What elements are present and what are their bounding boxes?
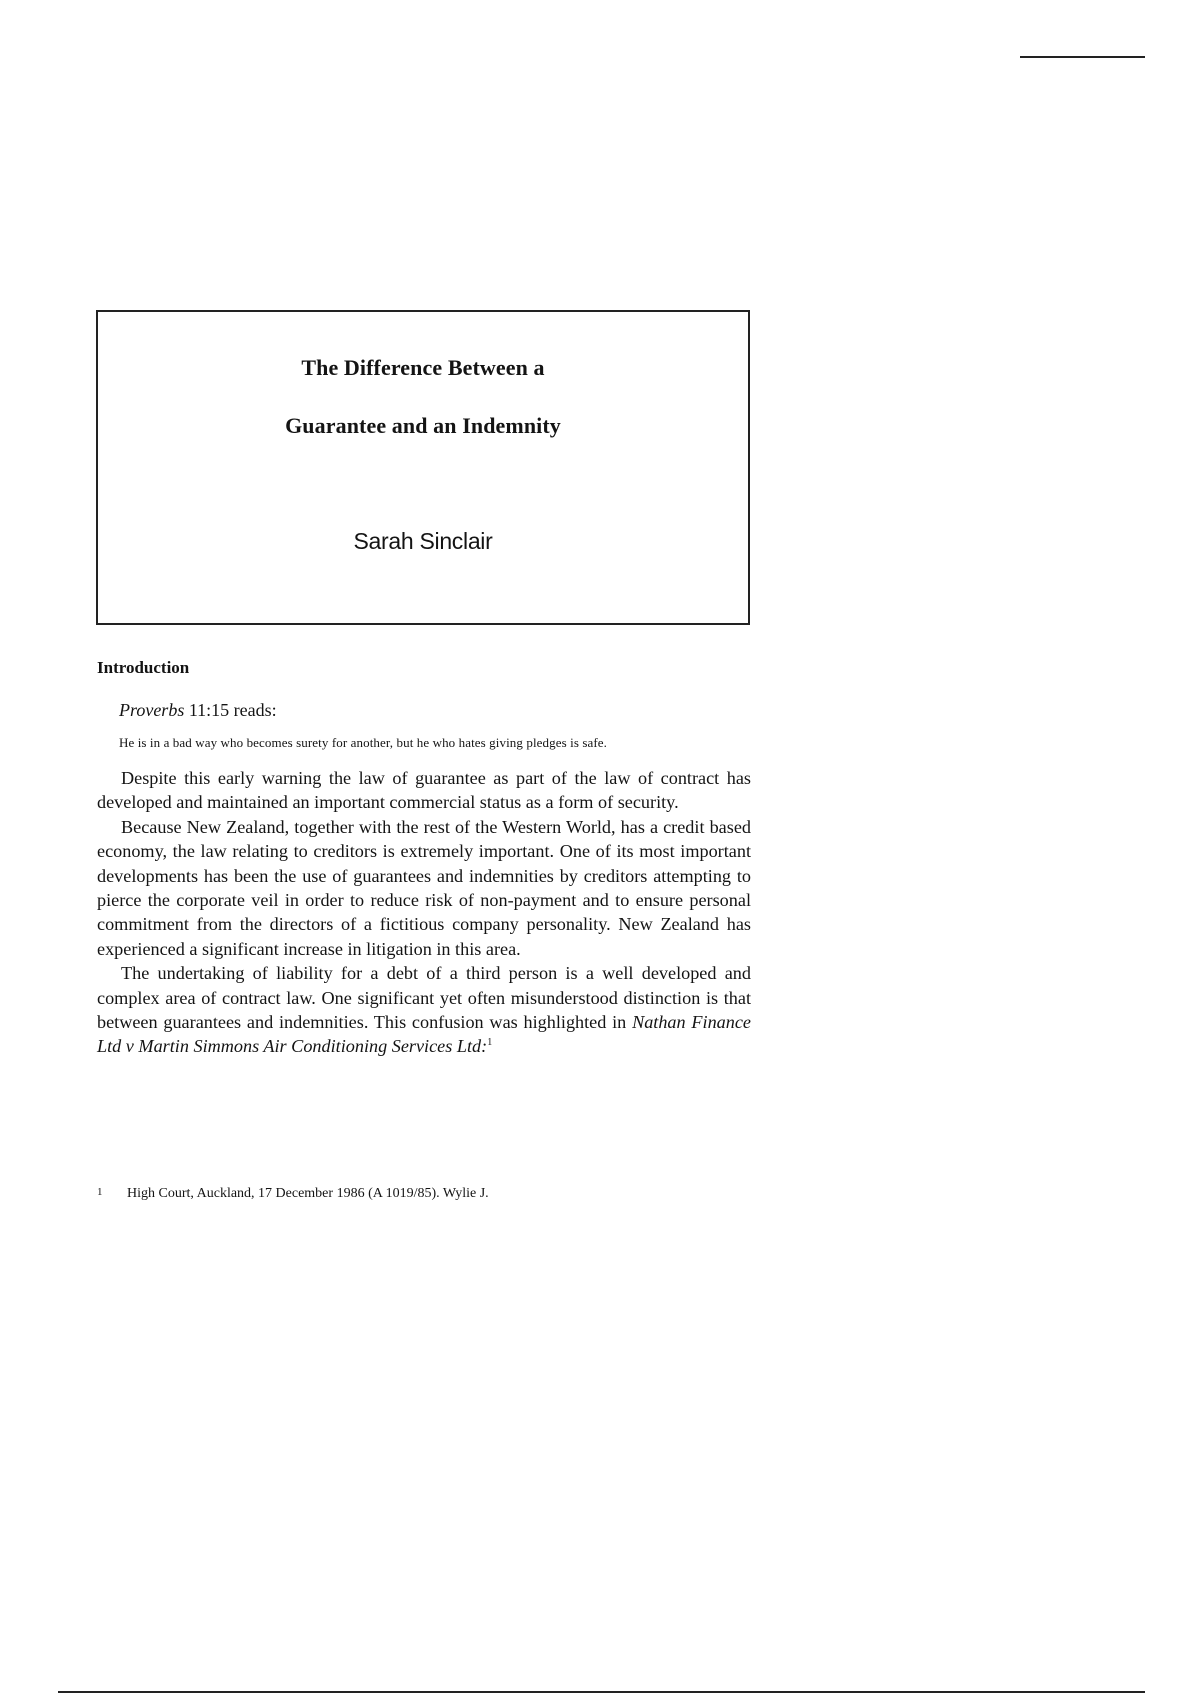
footnote bbox=[97, 1186, 489, 1202]
body-text bbox=[97, 766, 751, 1059]
header-rule bbox=[1020, 56, 1145, 58]
block-quote: He is in a bad way who becomes surety for another, but he who hates giving pledges is safe. bbox=[119, 735, 608, 750]
author-name: Sarah Sinclair bbox=[353, 528, 493, 554]
footnote-reference: 1 bbox=[487, 1037, 493, 1049]
footnote-text: High Court, Auckland, 17 December 1986 (A 1019/85). Wylie J. bbox=[127, 1186, 489, 1201]
quote-source-title: Proverbs bbox=[119, 700, 185, 720]
title-box bbox=[96, 310, 750, 625]
article-title-line-2: Guarantee and an Indemnity bbox=[285, 413, 561, 438]
paragraph-3 bbox=[97, 961, 751, 1059]
footer-rule bbox=[58, 1691, 1145, 1693]
section-heading-introduction: Introduction bbox=[97, 658, 190, 677]
paragraph-2: Because New Zealand, together with the rest of the Western World, has a credit based economy, the law relating to creditors is extremely important. One of its most important developments has been the use of guarantees and indemnities by creditors attempting to pierce the corporate veil in order to reduce risk of non-payment and to ensure personal commitment from the directors of a fictitious company personality. New Zealand has experienced a significant increase in litigation in this area. bbox=[97, 816, 751, 959]
paragraph-1: Despite this early warning the law of guarantee as part of the law of contract has developed and maintained an important commercial status as a form of security. bbox=[97, 768, 751, 813]
case-citation: Nathan Finance Ltd v Martin Simmons Air Conditioning Services Ltd: bbox=[97, 1012, 751, 1057]
quote-citation bbox=[119, 700, 277, 721]
article-title-line-1: The Difference Between a bbox=[301, 355, 545, 380]
paragraph-3-text: The undertaking of liability for a debt of a third person is a well developed and complex area of contract law. One significant yet often misunderstood distinction is that between guarantees and indemnities. This confusion was highlighted in bbox=[97, 963, 751, 1033]
quote-source-reference: 11:15 reads: bbox=[184, 700, 277, 720]
footnote-number: 1 bbox=[97, 1186, 103, 1198]
